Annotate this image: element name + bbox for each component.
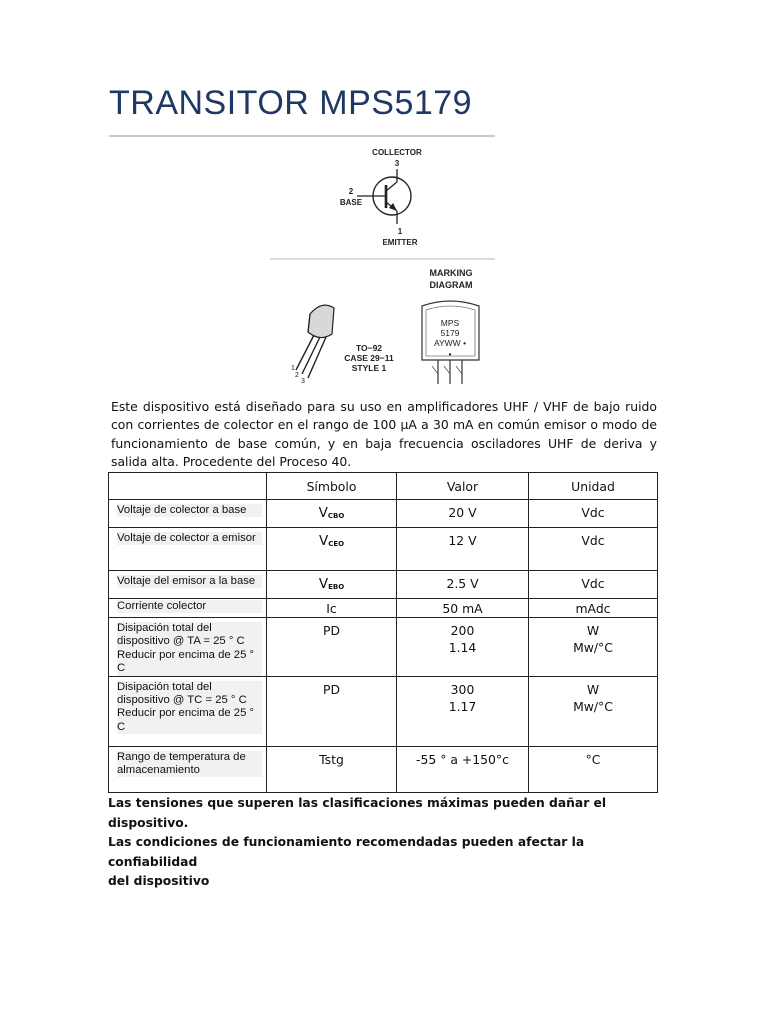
emitter-label: EMITTER [382, 238, 418, 247]
header-unit: Unidad [529, 473, 658, 500]
footer-note [108, 794, 668, 892]
to92-package-drawing [291, 305, 334, 385]
package-type: TO−92 [355, 343, 383, 353]
row-unit: mAdc [529, 599, 658, 618]
table-row [109, 618, 658, 677]
row-unit: Vdc [529, 571, 658, 599]
table-row [109, 500, 658, 528]
collector-pin-number: 3 [394, 159, 400, 168]
package-style: STYLE 1 [351, 363, 387, 373]
row-symbol: Tstg [267, 746, 397, 792]
pin-3-label: 3 [301, 378, 305, 385]
npn-schematic-symbol [340, 148, 422, 247]
footer-line-2: Las condiciones de funcionamiento recomendadas pueden afectar la confiabilidad [108, 835, 585, 869]
marking-line-3: AYWW • [433, 338, 467, 348]
collector-label: COLLECTOR [372, 148, 422, 157]
row-unit: Vdc [529, 500, 658, 528]
header-symbol: Símbolo [267, 473, 397, 500]
table-row [109, 571, 658, 599]
table-row [109, 746, 658, 792]
row-unit: W Mw/°C [529, 676, 658, 746]
row-value: 50 mA [397, 599, 529, 618]
marking-diagram-title: MARKING [429, 268, 473, 278]
row-symbol: Ic [267, 599, 397, 618]
table-row [109, 599, 658, 618]
row-unit: °C [529, 746, 658, 792]
row-label: Corriente colector [117, 600, 262, 613]
row-symbol: $V_{CEO}$ [267, 528, 397, 571]
footer-line-1: Las tensiones que superen las clasificaciones máximas pueden dañar el dispositivo. [108, 796, 607, 830]
marking-line-2: 5179 [440, 328, 460, 338]
transistor-figure [270, 138, 495, 388]
header-value: Valor [397, 473, 529, 500]
row-symbol: $V_{CBO}$ [267, 500, 397, 528]
row-label: Rango de temperatura de almacenamiento [117, 751, 262, 778]
row-label: Voltaje de colector a emisor [117, 532, 262, 545]
device-description: Este dispositivo está diseñado para su uso en amplificadores UHF / VHF de bajo ruido con corrientes de colector en el rango de 100 μA a 30 mA en común emisor o modo de funcionamiento de base común, y en baja frecuencia osciladores UHF de deriva y salida alta. Procedente del Proceso 40. [111, 399, 657, 469]
row-symbol: $V_{EBO}$ [267, 571, 397, 599]
emitter-arrow-icon [389, 203, 397, 211]
marking-dot: • [448, 350, 452, 359]
page-title: TRANSITOR MPS5179 [109, 84, 473, 122]
max-ratings-table [108, 472, 658, 793]
row-value: 20 V [397, 500, 529, 528]
table-header-row [109, 473, 658, 500]
emitter-pin-number: 1 [397, 227, 403, 236]
row-label: Voltaje de colector a base [117, 504, 262, 517]
marking-line-1: MPS [440, 318, 460, 328]
package-case: CASE 29−11 [344, 353, 394, 363]
pin-1-label: 1 [291, 365, 295, 372]
row-value: 300 1.17 [397, 676, 529, 746]
table-row [109, 676, 658, 746]
marking-diagram-title-2: DIAGRAM [429, 280, 473, 290]
row-symbol: PD [267, 676, 397, 746]
header-parameter [109, 473, 267, 500]
row-value: 200 1.14 [397, 618, 529, 677]
marking-package-drawing [422, 301, 479, 384]
row-label: Disipación total del dispositivo @ TC = 25 ° C Reducir por encima de 25 ° C [117, 681, 262, 735]
base-pin-number: 2 [348, 187, 354, 196]
footer-line-3: del dispositivo [108, 874, 210, 888]
row-label: Disipación total del dispositivo @ TA = 25 ° C Reducir por encima de 25 ° C [117, 622, 262, 676]
row-label: Voltaje del emisor a la base [117, 575, 262, 588]
row-value: -55 ° a +150°c [397, 746, 529, 792]
row-unit: W Mw/°C [529, 618, 658, 677]
row-value: 2.5 V [397, 571, 529, 599]
row-unit: Vdc [529, 528, 658, 571]
pin-2-label: 2 [295, 372, 299, 379]
base-label: BASE [339, 198, 363, 207]
table-row [109, 528, 658, 571]
row-value: 12 V [397, 528, 529, 571]
title-divider [109, 135, 495, 137]
row-symbol: PD [267, 618, 397, 677]
